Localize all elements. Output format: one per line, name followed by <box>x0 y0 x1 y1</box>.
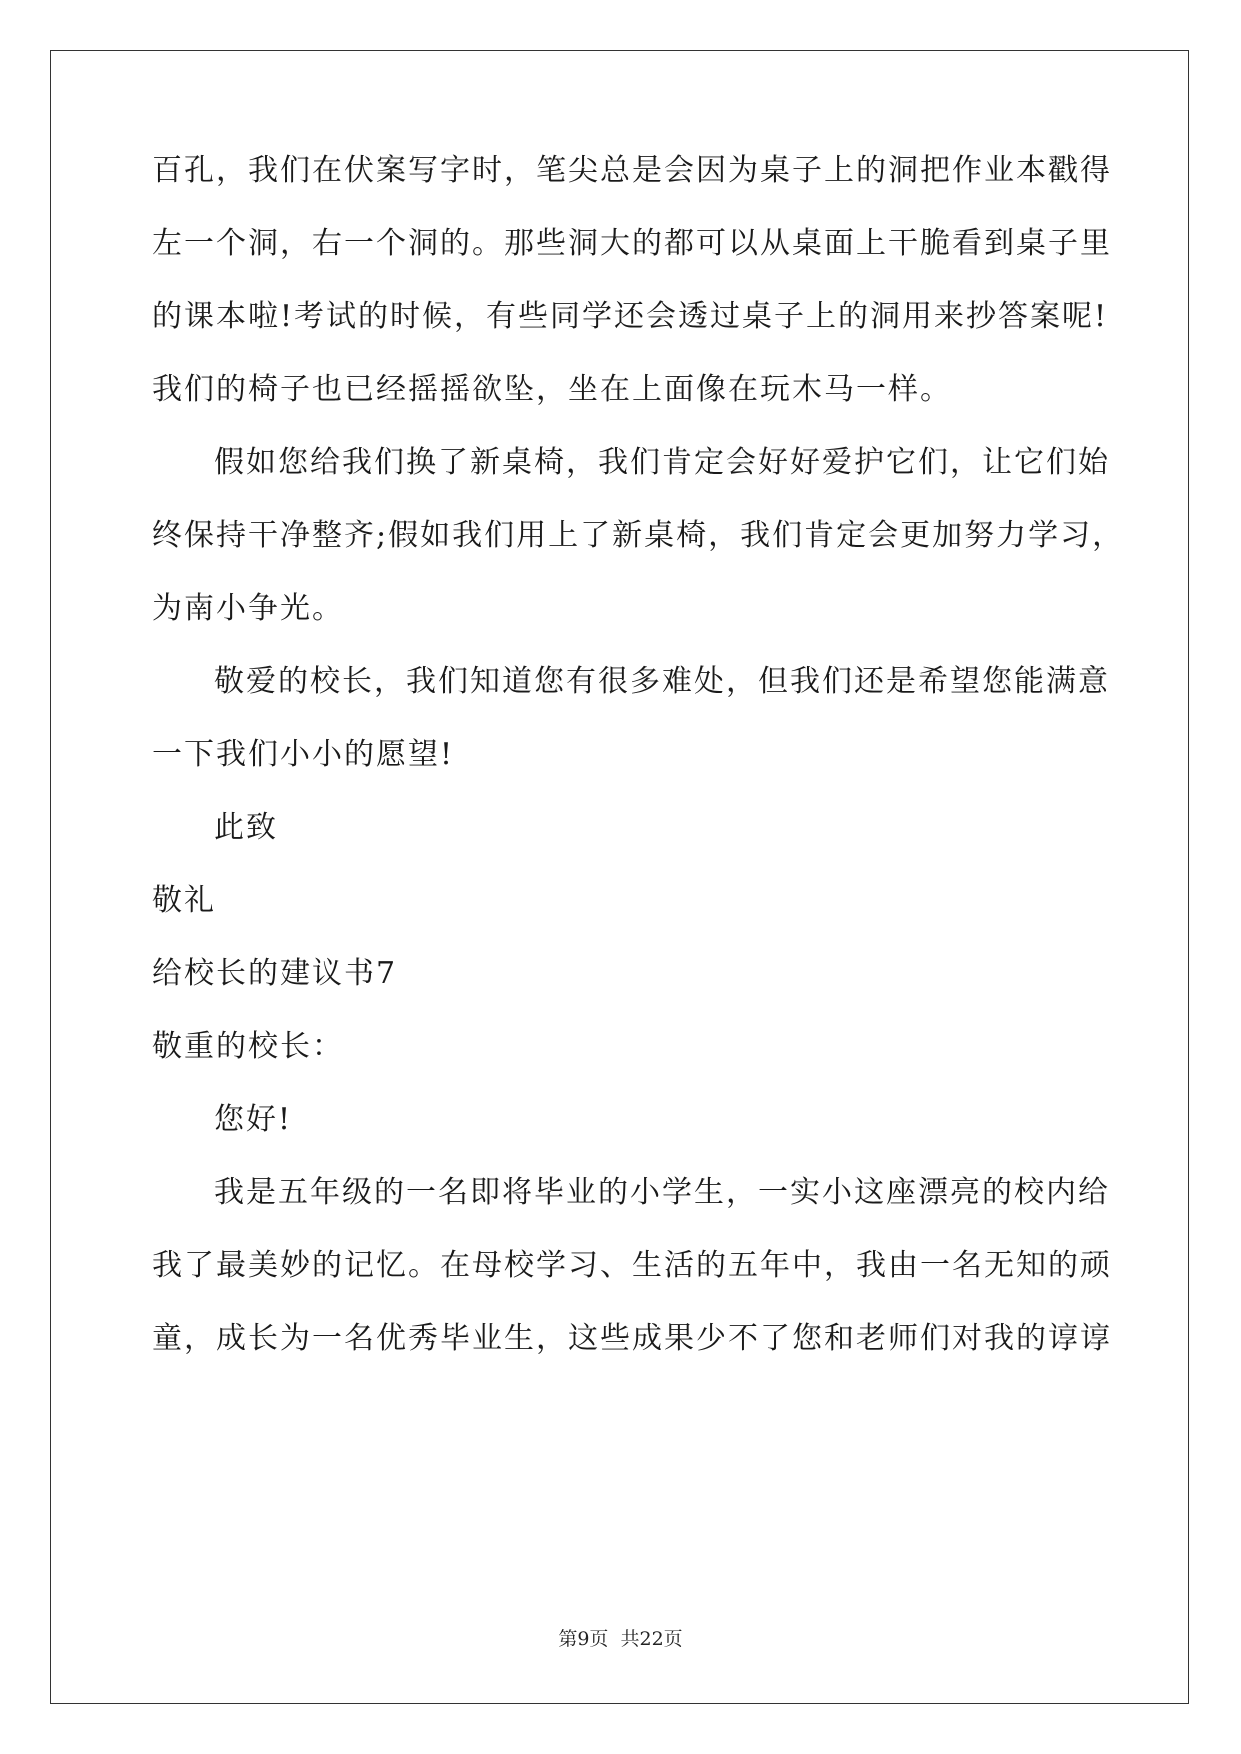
body-text-line: 左一个洞，右一个洞的。那些洞大的都可以从桌面上干脆看到桌子里 <box>152 226 1112 261</box>
body-text-line: 百孔，我们在伏案写字时，笔尖总是会因为桌子上的洞把作业本戳得 <box>152 153 1112 188</box>
letter-addressee: 敬重的校长： <box>152 1029 344 1064</box>
greeting: 您好! <box>214 1102 293 1137</box>
paragraph-start-line: 敬爱的校长，我们知道您有很多难处，但我们还是希望您能满意 <box>214 664 1110 699</box>
body-text-line: 我了最美妙的记忆。在母校学习、生活的五年中，我由一名无知的顽 <box>152 1248 1112 1283</box>
body-text-line: 的课本啦!考试的时候，有些同学还会透过桌子上的洞用来抄答案呢! <box>152 299 1109 334</box>
body-text-line: 童，成长为一名优秀毕业生，这些成果少不了您和老师们对我的谆谆 <box>152 1321 1112 1356</box>
section-heading: 给校长的建议书7 <box>152 956 398 991</box>
page-number-footer <box>0 1627 1241 1651</box>
body-text-line: 我们的椅子也已经摇摇欲坠，坐在上面像在玩木马一样。 <box>152 372 952 407</box>
closing-regards: 敬礼 <box>152 883 216 918</box>
body-text-line: 一下我们小小的愿望! <box>152 737 455 772</box>
body-text-line: 为南小争光。 <box>152 591 344 626</box>
body-text-line: 终保持干净整齐;假如我们用上了新桌椅，我们肯定会更加努力学习， <box>152 518 1125 553</box>
paragraph-start-line: 我是五年级的一名即将毕业的小学生，一实小这座漂亮的校内给 <box>214 1175 1110 1210</box>
page-number-label: 第9页 共22页 <box>558 1628 683 1650</box>
closing-salutation: 此致 <box>214 810 278 845</box>
paragraph-start-line: 假如您给我们换了新桌椅，我们肯定会好好爱护它们，让它们始 <box>214 445 1110 480</box>
